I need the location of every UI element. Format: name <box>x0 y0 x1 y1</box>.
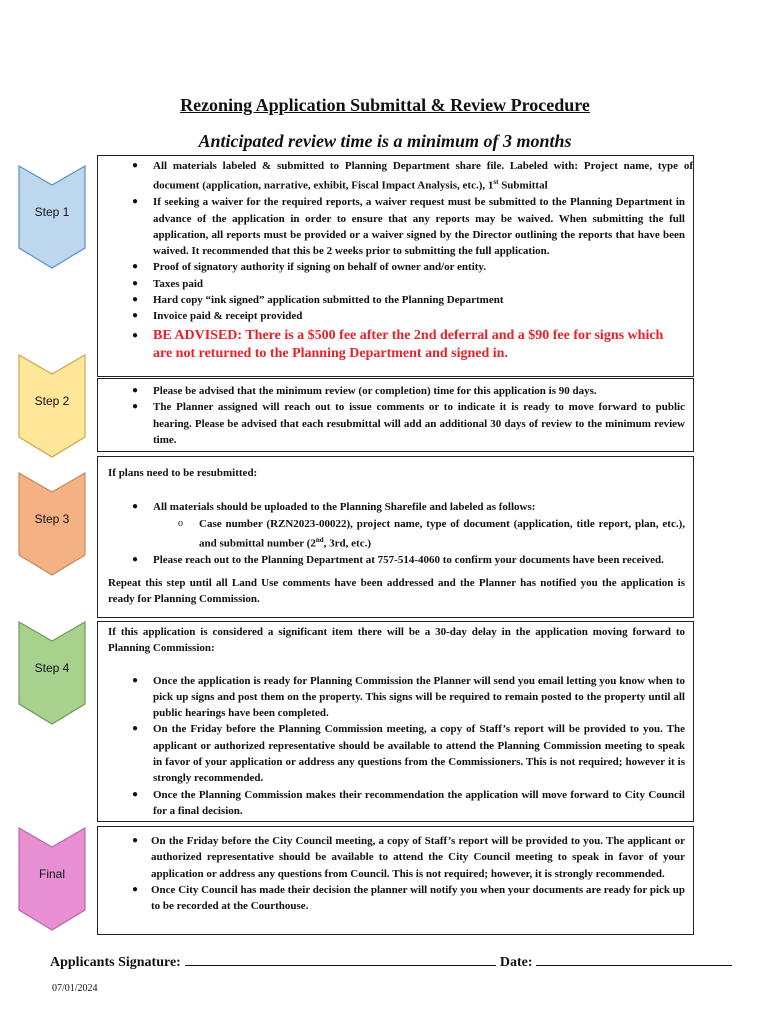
item-text: Taxes paid <box>153 277 204 290</box>
step-1-label: Step 1 <box>34 205 70 219</box>
page-subtitle: Anticipated review time is a minimum of 3 months <box>198 131 572 151</box>
superscript: nd <box>315 535 324 544</box>
advisory-notice: ● BE ADVISED: There is a $500 fee after the 2nd deferral and a $90 fee for signs which are not returned to the Planning Department and signed in. <box>132 327 664 361</box>
step-3-label: Step 3 <box>34 512 70 526</box>
step-2-label: Step 2 <box>34 394 70 408</box>
item-text: On the Friday before the Planning Commission meeting, a copy of Staff’s report will be provided to you. The applicant or authorized representative should be available to attend the Planning Commission meeting to speak in favor of your application or address any questions from the Commissioners. This is not required; however it is strongly recommended. <box>153 723 685 785</box>
list-item: ● Please be advised that the minimum review (or completion) time for this application is 90 days. <box>132 385 597 397</box>
item-text: All materials should be uploaded to the Planning Sharefile and labeled as follows: <box>153 501 536 514</box>
step-3-intro: If plans need to be resubmitted: <box>108 467 258 479</box>
signature-line[interactable] <box>185 952 496 966</box>
step-3-chevron <box>18 472 86 576</box>
list-item: ● Invoice paid & receipt provided <box>132 310 303 323</box>
step-4-label: Step 4 <box>34 661 70 675</box>
signature-label: Applicants Signature: <box>50 955 181 970</box>
superscript: st <box>493 178 499 187</box>
item-text: Once the Planning Commission makes their recommendation the application will move forward to City Council for a final decision. <box>153 788 685 817</box>
item-text: Case number (RZN2023-00022), project name, type of document (application, title report, plan, etc.), and submittal number (2 <box>199 517 685 550</box>
date-label: Date: <box>499 955 533 970</box>
sub-list-item: o Case number (RZN2023-00022), project name, type of document (application, title report, plan, etc.), and submittal number (2nd, 3rd, etc.) <box>178 517 685 550</box>
list-item: ● The Planner assigned will reach out to issue comments or to indicate it is ready to move forward to public hearing. Please be advised that each resubmittal will add an additional 30 days of review to the minimum review time. <box>132 401 685 446</box>
list-item: ● All materials should be uploaded to the Planning Sharefile and labeled as follows: <box>132 501 536 514</box>
list-item: ● All materials labeled & submitted to Planning Department share file. Labeled with: Project name, type of document (application, narrative, exhibit, Fiscal Impact Analysis, etc.), 1st Submittal <box>132 160 693 192</box>
step-2-chevron <box>18 354 86 458</box>
list-item: ● Please reach out to the Planning Department at 757-514-4060 to confirm your documents have been received. <box>132 553 664 566</box>
item-text: Please be advised that the minimum review (or completion) time for this application is 90 days. <box>153 385 597 397</box>
final-box <box>97 826 694 935</box>
item-text: If seeking a waiver for the required reports, a waiver request must be submitted to the Planning Department in advance of the application in order to ensure that any reports may be waived. When submitting the full application, all reports must be provided or a waiver signed by the Director outlining the reports that have been waived. It recommended that this be 2 weeks prior to submitting the full application. <box>153 196 685 258</box>
date-line[interactable] <box>536 952 732 966</box>
item-text: Invoice paid & receipt provided <box>153 310 303 323</box>
list-item: ● Once City Council has made their decision the planner will notify you when your documents are ready for pick up to be recorded at the Courthouse. <box>132 883 685 913</box>
list-item: ● Once the Planning Commission makes their recommendation the application will move forward to City Council for a final decision. <box>132 788 685 817</box>
final-label: Final <box>38 867 65 881</box>
page-title: Rezoning Application Submittal & Review Procedure <box>180 95 590 115</box>
item-text: Hard copy “ink signed” application submitted to the Planning Department <box>153 294 504 307</box>
list-item: ● Hard copy “ink signed” application submitted to the Planning Department <box>132 294 504 307</box>
list-item: ● Once the application is ready for Planning Commission the Planner will send you email letting you know when to pick up signs and post them on the property. This signs will be required to remain posted to the property until all public hearings have been completed. <box>132 674 685 720</box>
step-2-box <box>97 378 694 452</box>
step-4-box <box>97 621 694 822</box>
item-text: Submittal <box>498 179 548 192</box>
list-item: ● If seeking a waiver for the required reports, a waiver request must be submitted to the Planning Department in advance of the application in order to ensure that any reports may be waived. When submitting the full application, all reports must be provided or a waiver signed by the Director outlining the reports that have been waived. It recommended that this be 2 weeks prior to submitting the full application. <box>132 196 685 258</box>
step-1-box <box>97 155 694 377</box>
list-item: ● Taxes paid <box>132 277 204 290</box>
item-text: Once City Council has made their decision the planner will notify you when your documents are ready for pick up to be recorded at the Courthouse. <box>151 883 685 913</box>
step-1-chevron <box>18 165 86 269</box>
item-text: Proof of signatory authority if signing on behalf of owner and/or entity. <box>153 261 487 274</box>
item-text: All materials labeled & submitted to Planning Department share file. Labeled with: Project name, type of document (application, narrative, exhibit, Fiscal Impact Analysis, etc.), 1 <box>153 160 693 192</box>
signature-row <box>50 952 732 971</box>
item-text: The Planner assigned will reach out to issue comments or to indicate it is ready to move forward to public hearing. Please be advised that each resubmittal will add an additional 30 days of review to the minimum review time. <box>153 401 685 446</box>
list-item: ● On the Friday before the Planning Commission meeting, a copy of Staff’s report will be provided to you. The applicant or authorized representative should be available to attend the Planning Commission meeting to speak in favor of your application or address any questions from the Commissioners. This is not required; however it is strongly recommended. <box>132 723 685 785</box>
item-text: On the Friday before the City Council meeting, a copy of Staff’s report will be provided to you. The applicant or authorized representative should be available to attend the City Council meeting to speak in favor of your application or address any questions from Council. This is not required; however, it is strongly recommended. <box>151 835 685 880</box>
step-3-outro: Repeat this step until all Land Use comments have been addressed and the Planner has notified you the application is ready for Planning Commission. <box>108 577 685 606</box>
list-item: ● Proof of signatory authority if signing on behalf of owner and/or entity. <box>132 261 487 274</box>
item-text: , 3rd, etc.) <box>323 537 371 550</box>
step-4-chevron <box>18 621 86 725</box>
step-4-intro: If this application is considered a significant item there will be a 30-day delay in the application moving forward to Planning Commission: <box>108 626 685 655</box>
step-3-box <box>97 456 694 618</box>
document-date: 07/01/2024 <box>52 983 98 994</box>
final-chevron <box>18 827 86 931</box>
item-text: Once the application is ready for Planning Commission the Planner will send you email letting you know when to pick up signs and post them on the property. This signs will be required to remain posted to the property until all public hearings have been completed. <box>153 674 685 720</box>
advisory-text: BE ADVISED: There is a $500 fee after the 2nd deferral and a $90 fee for signs which are not returned to the Planning Department and signed in. <box>153 327 664 361</box>
item-text: Please reach out to the Planning Department at 757-514-4060 to confirm your documents have been received. <box>153 553 664 566</box>
list-item: ● On the Friday before the City Council meeting, a copy of Staff’s report will be provided to you. The applicant or authorized representative should be available to attend the City Council meeting to speak in favor of your application or address any questions from Council. This is not required; however, it is strongly recommended. <box>132 835 685 880</box>
